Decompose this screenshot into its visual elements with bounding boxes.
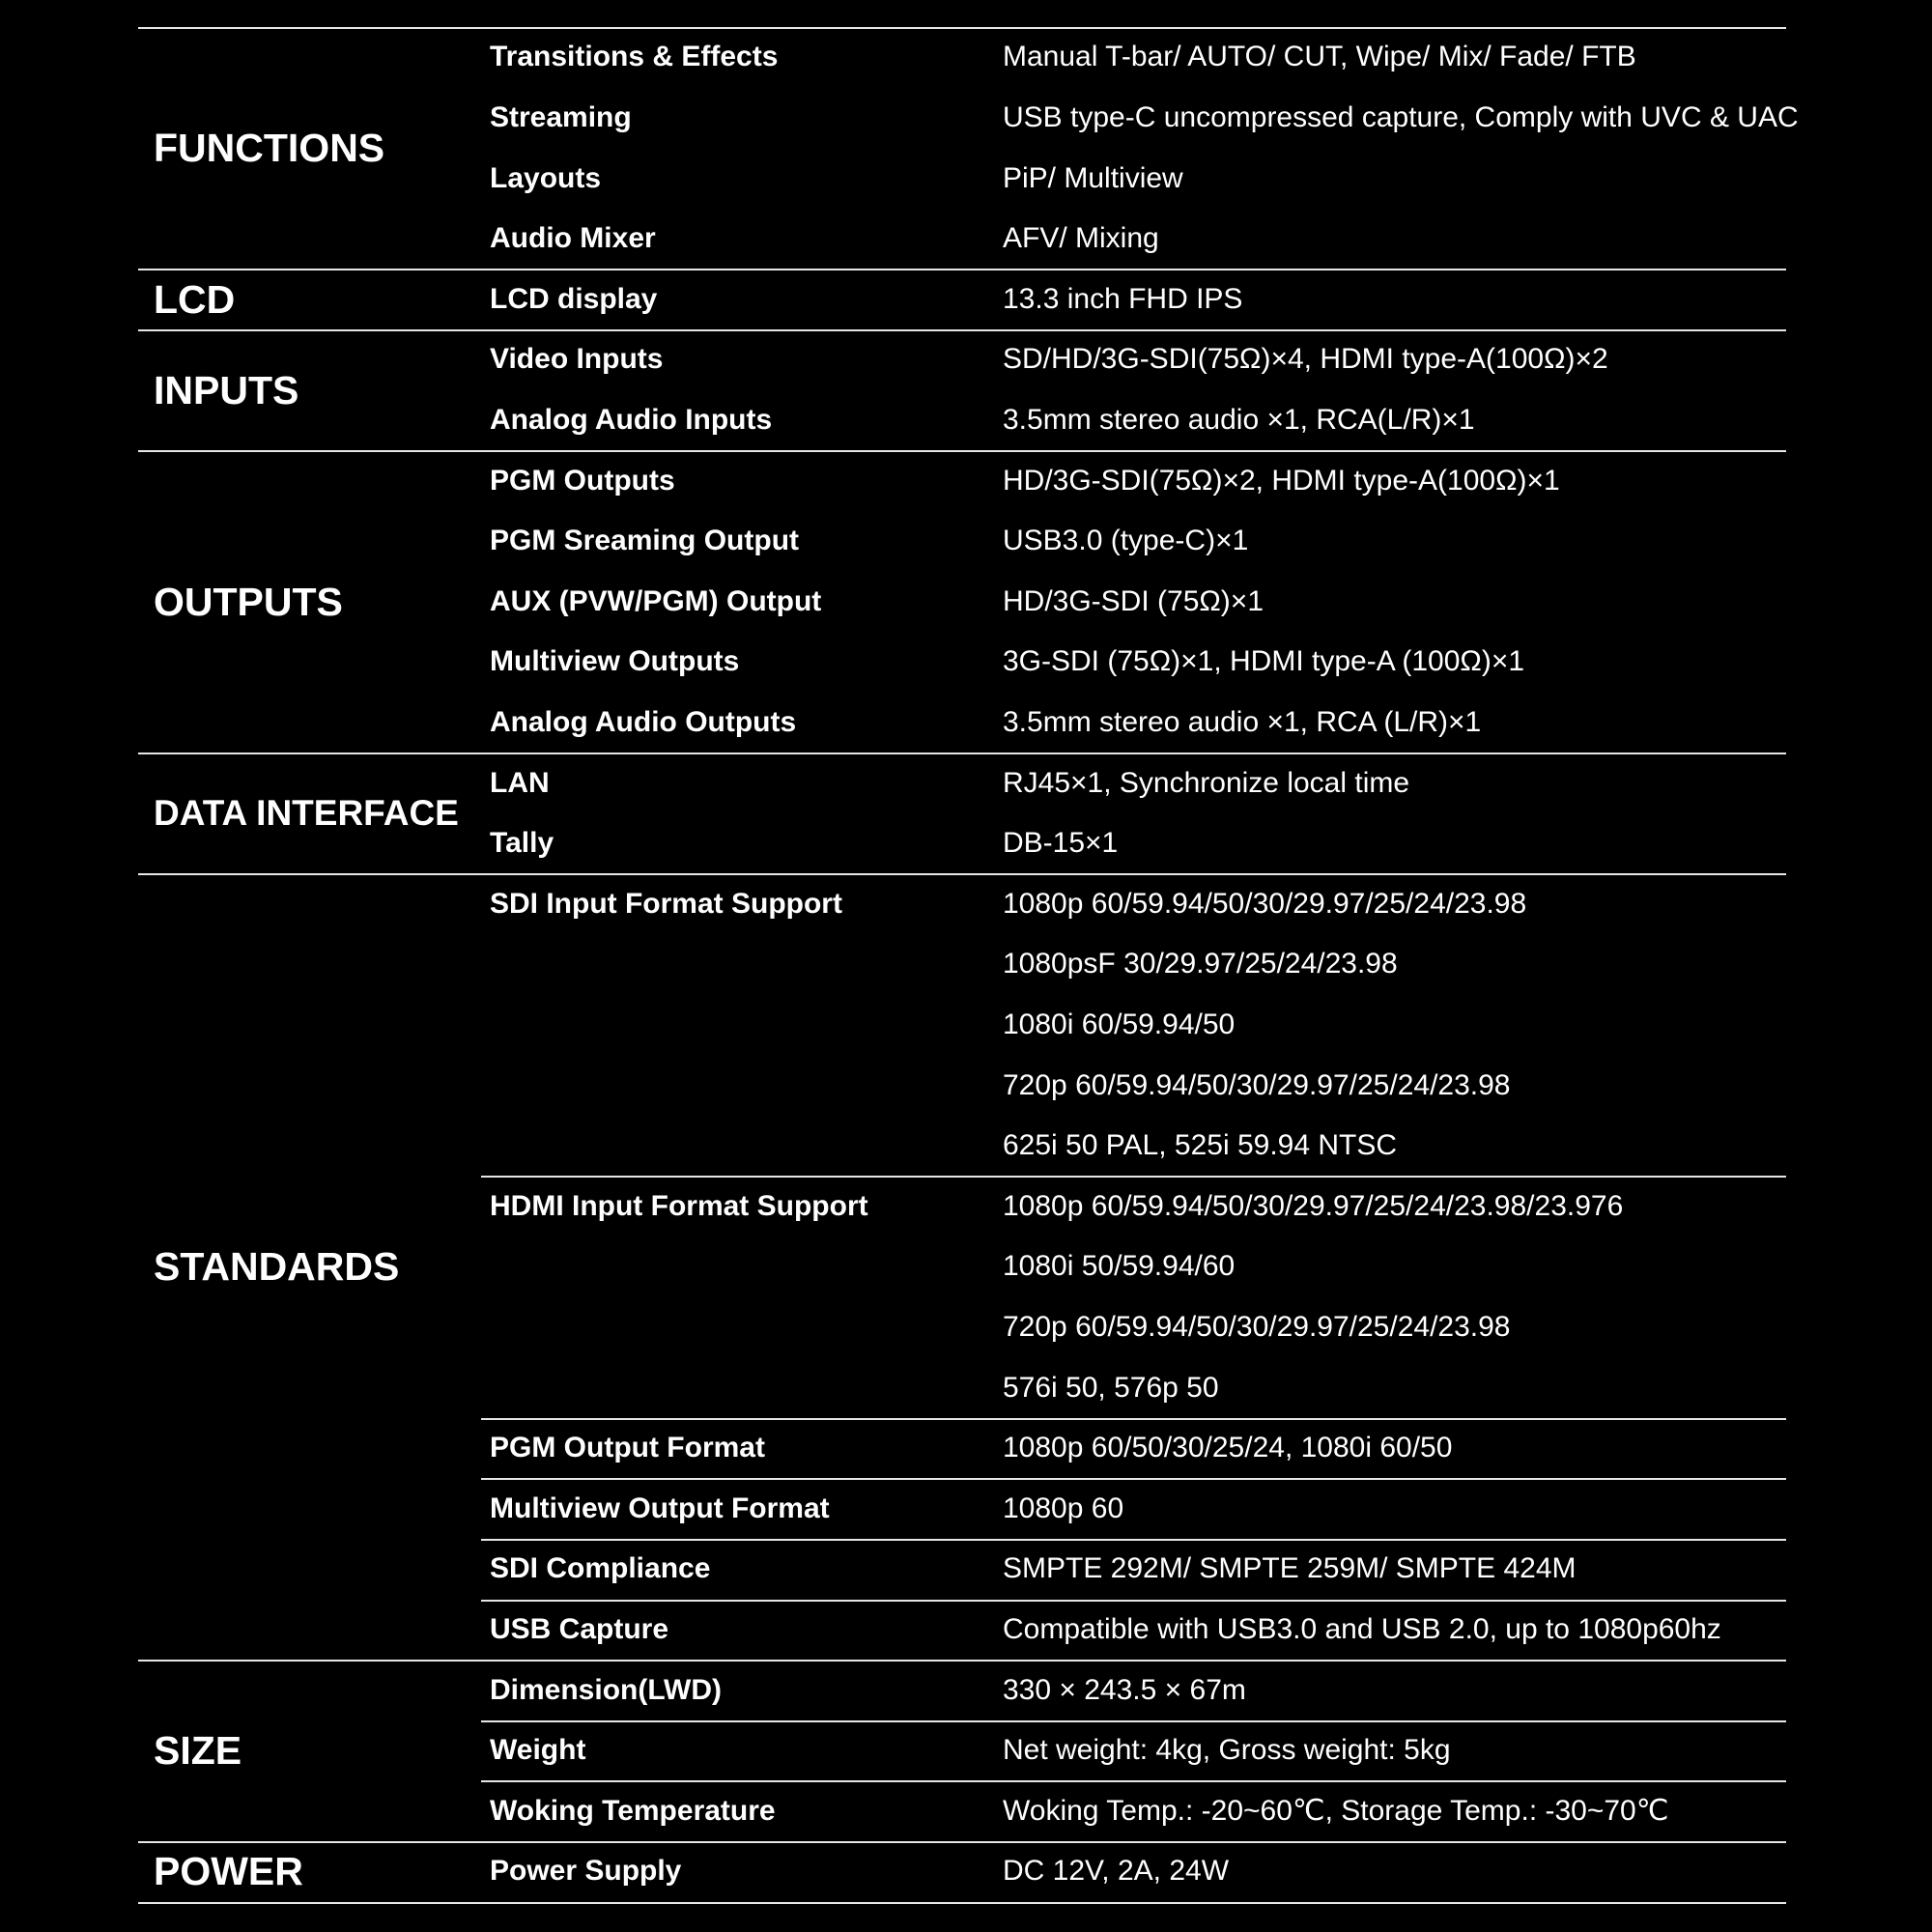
- spec-value: DC 12V, 2A, 24W: [1003, 1855, 1230, 1887]
- spec-value: Net weight: 4kg, Gross weight: 5kg: [1003, 1734, 1451, 1766]
- spec-value: 625i 50 PAL, 525i 59.94 NTSC: [1003, 1129, 1398, 1161]
- section-title: FUNCTIONS: [154, 126, 385, 170]
- spec-label: Dimension(LWD): [490, 1674, 722, 1706]
- section-divider: [138, 753, 1786, 754]
- section-divider: [138, 1841, 1786, 1843]
- spec-value: Compatible with USB3.0 and USB 2.0, up to 1080p60hz: [1003, 1613, 1721, 1645]
- spec-label: Streaming: [490, 101, 632, 133]
- spec-value: Manual T-bar/ AUTO/ CUT, Wipe/ Mix/ Fade/ FTB: [1003, 41, 1636, 72]
- spec-label: SDI Input Format Support: [490, 888, 842, 920]
- spec-label: Woking Temperature: [490, 1795, 776, 1827]
- spec-label: Analog Audio Inputs: [490, 404, 773, 436]
- section-title: DATA INTERFACE: [154, 793, 459, 833]
- row-divider: [481, 1539, 1786, 1541]
- row-divider: [481, 1176, 1786, 1178]
- spec-label: Multiview Output Format: [490, 1492, 830, 1524]
- spec-value: 1080i 50/59.94/60: [1003, 1250, 1236, 1282]
- spec-label: LAN: [490, 767, 550, 799]
- spec-value: 720p 60/59.94/50/30/29.97/25/24/23.98: [1003, 1311, 1511, 1343]
- spec-label: PGM Output Format: [490, 1432, 765, 1463]
- section-divider: [138, 1660, 1786, 1662]
- section-title: STANDARDS: [154, 1244, 400, 1289]
- row-divider: [481, 1478, 1786, 1480]
- row-divider: [481, 1418, 1786, 1420]
- spec-value: 1080p 60/59.94/50/30/29.97/25/24/23.98: [1003, 888, 1527, 920]
- section-title: LCD: [154, 277, 236, 322]
- spec-value: PiP/ Multiview: [1003, 162, 1183, 194]
- section-divider: [138, 27, 1786, 29]
- spec-value: Woking Temp.: -20~60℃, Storage Temp.: -30~70℃: [1003, 1795, 1669, 1827]
- section-title: SIZE: [154, 1728, 242, 1773]
- spec-value: 3.5mm stereo audio ×1, RCA(L/R)×1: [1003, 404, 1475, 436]
- spec-value: 576i 50, 576p 50: [1003, 1372, 1219, 1404]
- spec-label: Power Supply: [490, 1855, 682, 1887]
- spec-label: SDI Compliance: [490, 1552, 711, 1584]
- spec-value: 1080psF 30/29.97/25/24/23.98: [1003, 948, 1398, 980]
- spec-value: 3G-SDI (75Ω)×1, HDMI type-A (100Ω)×1: [1003, 645, 1525, 677]
- spec-value: RJ45×1, Synchronize local time: [1003, 767, 1410, 799]
- spec-label: Transitions & Effects: [490, 41, 779, 72]
- spec-value: 1080p 60/50/30/25/24, 1080i 60/50: [1003, 1432, 1453, 1463]
- section-divider: [138, 450, 1786, 452]
- row-divider: [481, 1720, 1786, 1722]
- spec-value: SD/HD/3G-SDI(75Ω)×4, HDMI type-A(100Ω)×2: [1003, 343, 1608, 375]
- spec-label: Video Inputs: [490, 343, 664, 375]
- spec-value: HD/3G-SDI(75Ω)×2, HDMI type-A(100Ω)×1: [1003, 465, 1560, 497]
- spec-value: SMPTE 292M/ SMPTE 259M/ SMPTE 424M: [1003, 1552, 1577, 1584]
- spec-label: Layouts: [490, 162, 602, 194]
- spec-label: Weight: [490, 1734, 586, 1766]
- spec-value: USB3.0 (type-C)×1: [1003, 525, 1249, 556]
- spec-value: USB type-C uncompressed capture, Comply with UVC & UAC: [1003, 101, 1799, 133]
- spec-value: AFV/ Mixing: [1003, 222, 1159, 254]
- spec-value: 3.5mm stereo audio ×1, RCA (L/R)×1: [1003, 706, 1482, 738]
- spec-label: AUX (PVW/PGM) Output: [490, 585, 822, 617]
- section-divider: [138, 873, 1786, 875]
- spec-label: USB Capture: [490, 1613, 669, 1645]
- spec-label: Tally: [490, 827, 554, 859]
- section-divider: [138, 329, 1786, 331]
- section-title: POWER: [154, 1849, 303, 1893]
- spec-label: HDMI Input Format Support: [490, 1190, 868, 1222]
- spec-label: PGM Outputs: [490, 465, 675, 497]
- spec-value: 1080i 60/59.94/50: [1003, 1009, 1236, 1040]
- spec-label: Analog Audio Outputs: [490, 706, 797, 738]
- spec-label: Multiview Outputs: [490, 645, 740, 677]
- spec-value: 1080p 60/59.94/50/30/29.97/25/24/23.98/23.976: [1003, 1190, 1624, 1222]
- spec-value: 1080p 60: [1003, 1492, 1124, 1524]
- row-divider: [481, 1600, 1786, 1602]
- spec-value: 13.3 inch FHD IPS: [1003, 283, 1243, 315]
- section-divider: [138, 269, 1786, 270]
- section-title: INPUTS: [154, 368, 299, 412]
- spec-label: Audio Mixer: [490, 222, 656, 254]
- spec-value: DB-15×1: [1003, 827, 1119, 859]
- section-title: OUTPUTS: [154, 580, 343, 624]
- spec-value: 720p 60/59.94/50/30/29.97/25/24/23.98: [1003, 1069, 1511, 1101]
- spec-label: PGM Sreaming Output: [490, 525, 800, 556]
- row-divider: [481, 1780, 1786, 1782]
- section-divider: [138, 1902, 1786, 1904]
- spec-label: LCD display: [490, 283, 658, 315]
- spec-value: 330 × 243.5 × 67m: [1003, 1674, 1246, 1706]
- spec-value: HD/3G-SDI (75Ω)×1: [1003, 585, 1264, 617]
